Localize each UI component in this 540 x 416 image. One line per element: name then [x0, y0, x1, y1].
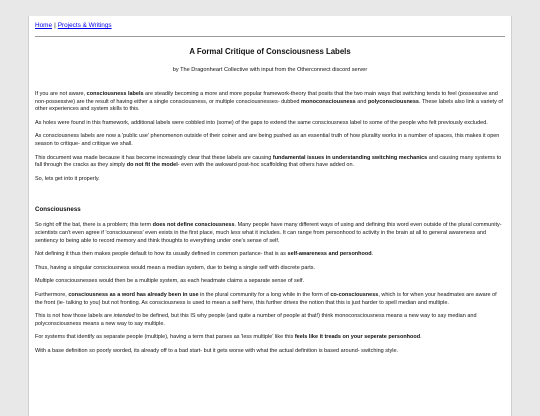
consciousness-section [35, 222, 505, 355]
text-run: So right off the bat, there is a problem; this term [35, 222, 153, 229]
bold-text: polyconsciousness [367, 98, 419, 105]
text-run: . These labels also link a variety of other experiences and system skills to this. [35, 98, 503, 113]
text-run: As holes were found in this framework, additional labels were cobbled into (some) of the gaps to extend the same consciousness label to some of the people who felt previously excluded. [35, 119, 488, 126]
text-run: , which is for when your headmates are aware of the front (ie- talking to you) but not fronting. As consciousness is used to mean a self here, this further drives the notion that this is just harder to spell median and multiple. [35, 291, 497, 306]
section-paragraph-7 [35, 334, 505, 342]
section-paragraph-6 [35, 313, 505, 328]
text-run: are steadily becoming a more and more popular framework-theory that posits that the two main ways that switching tends to feel (possessive and non-possessive) are the result of having either a single consciousness, or multiple consciousnesses- dubbed [35, 91, 498, 105]
bold-text: co-consciousness [330, 291, 379, 298]
bold-text: fundamental issues in understanding switching mechanics [272, 154, 428, 161]
intro-paragraph-1 [35, 91, 505, 114]
home-link[interactable]: Home [35, 22, 53, 29]
intro-paragraph-4 [35, 155, 505, 170]
nav-separator: | [54, 22, 56, 29]
italic-text: intended [113, 313, 135, 320]
text-run: With a base definition so poorly worded, its already off to a bad start- but it gets worse with what the actual definition is based around- switching style. [35, 347, 399, 354]
text-run: - even with the awkward post-hoc scaffolding that others have added on. [177, 162, 355, 169]
bold-text: consciousness as a word has already been in use [68, 291, 199, 298]
bold-text: does not define consciousness [152, 222, 235, 229]
nav-divider [35, 36, 505, 37]
text-run: and [355, 98, 368, 105]
text-run: So, lets get into it properly. [35, 175, 100, 182]
projects-writings-link[interactable]: Projects & Writings [57, 22, 112, 29]
text-run: to be defined, but this IS why people (and quite a number of people at that!) think monoconsciousness means a new way to say median and polyconsciousness means a new way to say multiple. [35, 313, 477, 327]
text-run: If you are not aware, [35, 91, 87, 97]
section-paragraph-3 [35, 265, 505, 273]
text-run: This document was made because it has become increasingly clear that these labels are causing [35, 154, 273, 161]
bold-text: consciousness labels [86, 91, 144, 97]
text-run: . Many people have many different ways of using and defining this word even outside of the plural community- scientists can't even agree if 'consciousness' even exists in the first place, much [35, 222, 502, 236]
text-run: As consciousness labels are now a 'public use' phenomenon outside of their coiner and are being pushed as an essential truth of how plurality works in a number of spaces, this makes it open season to critique- and critique we shall. [35, 133, 500, 147]
italic-text: less [230, 229, 241, 236]
section-paragraph-1 [35, 222, 505, 245]
section-heading-consciousness: Consciousness [35, 206, 81, 214]
text-run: . [371, 251, 374, 258]
section-paragraph-8 [35, 348, 505, 356]
document-page [28, 16, 512, 416]
section-paragraph-2 [35, 251, 505, 259]
intro-section [35, 91, 505, 183]
intro-paragraph-3 [35, 133, 505, 148]
intro-paragraph-2 [35, 120, 505, 128]
text-run: and causing many systems to fall through the cracks as they simply [35, 154, 502, 169]
bold-text: feels like it treads on your seperate personhood [294, 334, 421, 341]
text-run: what it includes. It can range from personhood to activity in the brain at all to general awareness and sentiency to being able to record memory and think thoughts to everything under one's sense of self. [35, 229, 487, 244]
text-run: For systems that identify as separate people (multiple), having a term that parses as 'less multiple' like this [35, 334, 295, 341]
intro-paragraph-5 [35, 176, 505, 184]
bold-text: monoconsciousness [300, 98, 356, 105]
section-paragraph-5 [35, 292, 505, 307]
text-run: . [420, 334, 422, 341]
text-run: in the plural community for a long while in the form of [198, 291, 331, 298]
text-run: This is not how those labels are [35, 313, 114, 320]
text-run: Thus, having a singular consciousness would mean a median system, due to being a single self with discrete parts. [35, 264, 316, 271]
section-paragraph-4 [35, 278, 505, 286]
text-run: Multiple consciousnesses would then be a multiple system, as each headmate claims a separate sense of self. [35, 278, 305, 285]
byline: by The Dragonheart Collective with input from the Otherconnect discord server [172, 67, 368, 73]
text-run: Furthermore, [35, 291, 69, 298]
text-run: Not defining it thus then makes people default to how its usually defined in common parlance- that is as [35, 251, 288, 258]
page-title: A Formal Critique of Consciousness Labels [189, 47, 351, 56]
bold-text: self-awareness and personhood [287, 251, 372, 258]
bold-text: do not fit the model [126, 162, 178, 169]
nav-links [35, 21, 505, 30]
